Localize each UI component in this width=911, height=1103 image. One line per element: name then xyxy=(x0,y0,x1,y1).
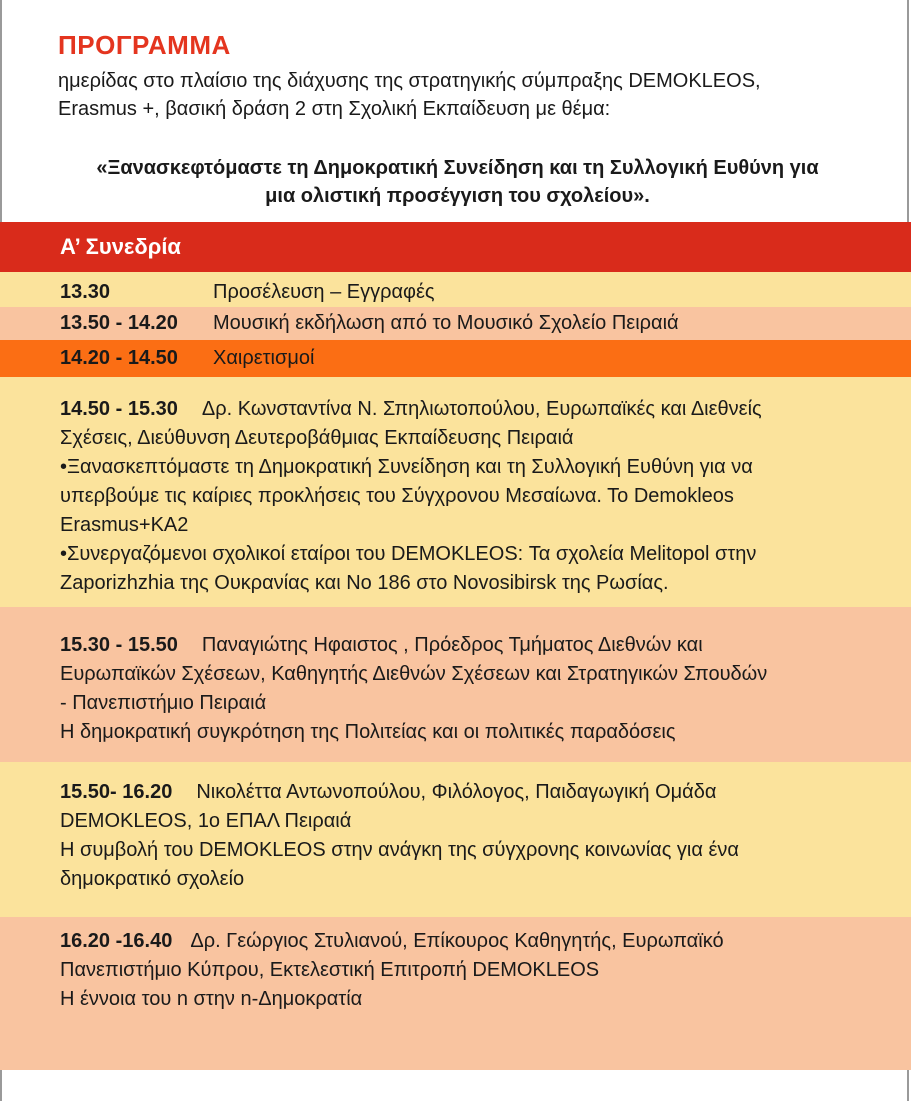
block-text: Νικολέττα Αντωνοπούλου, Φιλόλογος, Παιδαγωγική Ομάδα xyxy=(196,781,717,803)
program-block xyxy=(0,762,911,917)
block-line xyxy=(60,927,871,956)
block-line: Σχέσεις, Διεύθυνση Δευτεροβάθμιας Εκπαίδευσης Πειραιά xyxy=(60,427,574,449)
block-line xyxy=(60,395,871,424)
schedule-text: Προσέλευση – Εγγραφές xyxy=(213,281,435,303)
program-block xyxy=(0,917,911,1070)
schedule-row xyxy=(0,340,911,377)
block-time: 15.50- 16.20 xyxy=(60,781,173,803)
schedule-text: Χαιρετισμοί xyxy=(213,347,315,369)
page-title: ΠΡΟΓΡΑΜΜΑ xyxy=(58,30,231,60)
intro-text xyxy=(58,67,878,123)
block-text: Δρ. Γεώργιος Στυλιανού, Επίκουρος Καθηγητής, Ευρωπαϊκό xyxy=(190,930,724,952)
block-text: Παναγιώτης Ηφαιστος , Πρόεδρος Τμήματος Διεθνών και xyxy=(201,634,703,656)
session-header: Α’ Συνεδρία xyxy=(0,222,911,272)
block-line xyxy=(60,778,871,807)
block-time: 15.30 - 15.50 xyxy=(60,634,178,656)
document-header xyxy=(58,30,878,123)
schedule-time: 13.50 - 14.20 xyxy=(60,312,178,334)
intro-line: ημερίδας στο πλαίσιο της διάχυσης της στρατηγικής σύμπραξης DEMOKLEOS, xyxy=(58,70,761,92)
schedule-time: 14.20 - 14.50 xyxy=(60,347,178,369)
block-line: Erasmus+KA2 xyxy=(60,514,189,536)
event-theme xyxy=(40,154,875,210)
block-text: Δρ. Κωνσταντίνα Ν. Σπηλιωτοπούλου, Ευρωπαϊκές και Διεθνείς xyxy=(201,398,762,420)
schedule-row xyxy=(0,307,911,340)
block-line: - Πανεπιστήμιο Πειραιά xyxy=(60,692,267,714)
block-line: Ευρωπαϊκών Σχέσεων, Καθηγητής Διεθνών Σχέσεων και Στρατηγικών Σπουδών xyxy=(60,663,768,685)
block-line: Zaporizhzhia της Ουκρανίας και Νο 186 στο Novosibirsk της Ρωσίας. xyxy=(60,572,669,594)
block-line: Πανεπιστήμιο Κύπρου, Εκτελεστική Επιτροπή DEMOKLEOS xyxy=(60,959,600,981)
block-line: •Ξανασκεπτόμαστε τη Δημοκρατική Συνείδηση και τη Συλλογική Ευθύνη για να xyxy=(60,456,753,478)
block-line: Η συμβολή του DEMOKLEOS στην ανάγκη της σύγχρονης κοινωνίας για ένα xyxy=(60,839,739,861)
block-line: •Συνεργαζόμενοι σχολικοί εταίροι του DEMOKLEOS: Τα σχολεία Melitopol στην xyxy=(60,543,757,565)
program-block xyxy=(0,607,911,762)
block-time: 14.50 - 15.30 xyxy=(60,398,178,420)
theme-line: «Ξανασκεφτόμαστε τη Δημοκρατική Συνείδηση και τη Συλλογική Ευθύνη για xyxy=(96,157,819,179)
program-block xyxy=(0,377,911,607)
block-time: 16.20 -16.40 xyxy=(60,930,173,952)
block-line: Η δημοκρατική συγκρότηση της Πολιτείας και οι πολιτικές παραδόσεις xyxy=(60,721,676,743)
block-line: DEMOKLEOS, 1ο ΕΠΑΛ Πειραιά xyxy=(60,810,352,832)
schedule-time: 13.30 xyxy=(60,281,111,303)
block-line: Η έννοια του n στην n-Δημοκρατία xyxy=(60,988,363,1010)
block-line xyxy=(60,631,871,660)
block-line: δημοκρατικό σχολείο xyxy=(60,868,245,890)
intro-line: Erasmus +, βασική δράση 2 στη Σχολική Εκπαίδευση με θέμα: xyxy=(58,98,611,120)
schedule-text: Μουσική εκδήλωση από το Μουσικό Σχολείο Πειραιά xyxy=(213,312,679,334)
block-line: υπερβούμε τις καίριες προκλήσεις του Σύγχρονου Μεσαίωνα. Το Demokleos xyxy=(60,485,734,507)
schedule-row xyxy=(0,272,911,307)
theme-line: μια ολιστική προσέγγιση του σχολείου». xyxy=(265,185,650,207)
